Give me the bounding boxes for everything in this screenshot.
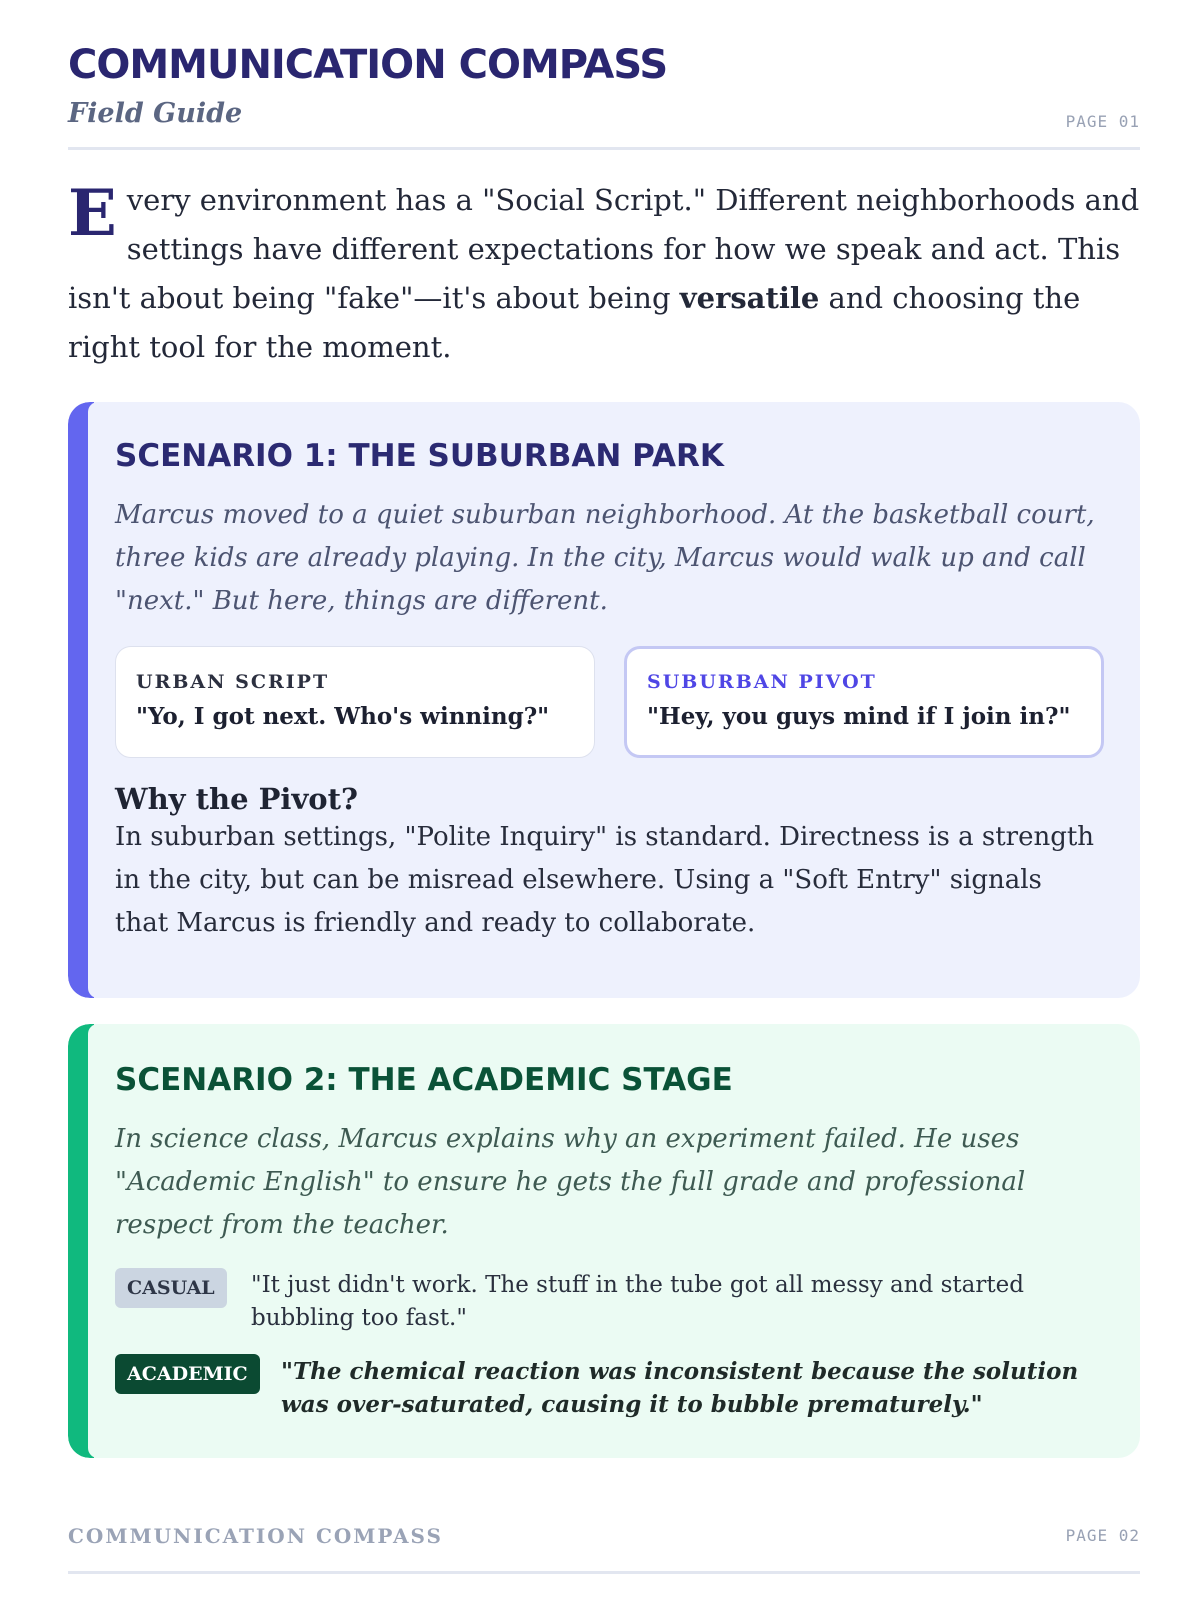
academic-example-text: "The chemical reaction was inconsistent because the solution was over-saturated, causing it to bubble prematurely." [281, 1358, 1079, 1418]
intro-text-end: and choosing the right tool for the moment. [68, 281, 1081, 364]
footer-page-number: PAGE 02 [1065, 1526, 1140, 1545]
page-header [68, 42, 1140, 150]
urban-script-box [115, 646, 595, 758]
scenario-2-card [68, 1024, 1140, 1458]
suburban-pivot-quote: "Hey, you guys mind if I join in?" [647, 703, 1071, 730]
why-pivot-text: In suburban settings, "Polite Inquiry" is standard. Directness is a strength in the city, but can be misread elsewhere. Using a "Soft Entry" signals that Marcus is friendly and ready to collaborate. [115, 822, 1095, 938]
why-pivot-heading: Why the Pivot? [115, 782, 359, 816]
casual-tag: CASUAL [115, 1268, 227, 1308]
brand-title: COMMUNICATION COMPASS [68, 42, 668, 88]
urban-script-label: URBAN SCRIPT [136, 671, 330, 693]
scenario-2-title: SCENARIO 2: THE ACADEMIC STAGE [115, 1062, 733, 1098]
intro-paragraph [68, 176, 1140, 372]
intro-emphasis: versatile [679, 281, 820, 315]
suburban-pivot-label: SUBURBAN PIVOT [647, 671, 877, 693]
drop-cap: E [68, 176, 117, 251]
page-subtitle: Field Guide [68, 98, 243, 129]
scenario-1-card [68, 402, 1140, 998]
intro-text-start: very environment has a "Social Script." Different neighborhoods and settings have different expectations for how we speak and act. This isn't about being "fake"—it's about being [68, 183, 1140, 315]
page-number: PAGE 01 [1065, 112, 1140, 131]
scenario-1-story: Marcus moved to a quiet suburban neighborhood. At the basketball court, three kids are already playing. In the city, Marcus would walk up and call "next." But here, things are different. [115, 500, 1095, 616]
suburban-pivot-box [624, 646, 1104, 758]
scenario-2-story: In science class, Marcus explains why an experiment failed. He uses "Academic English" to ensure he gets the full grade and professional respect from the teacher. [115, 1124, 1026, 1240]
casual-example-text: "It just didn't work. The stuff in the tube got all messy and started bubbling too fast." [251, 1272, 1024, 1331]
academic-tag: ACADEMIC [115, 1354, 260, 1394]
scenario-1-title: SCENARIO 1: THE SUBURBAN PARK [115, 438, 724, 474]
urban-script-quote: "Yo, I got next. Who's winning?" [136, 703, 550, 730]
page-footer [68, 1524, 1140, 1574]
footer-brand: COMMUNICATION COMPASS [68, 1524, 443, 1548]
